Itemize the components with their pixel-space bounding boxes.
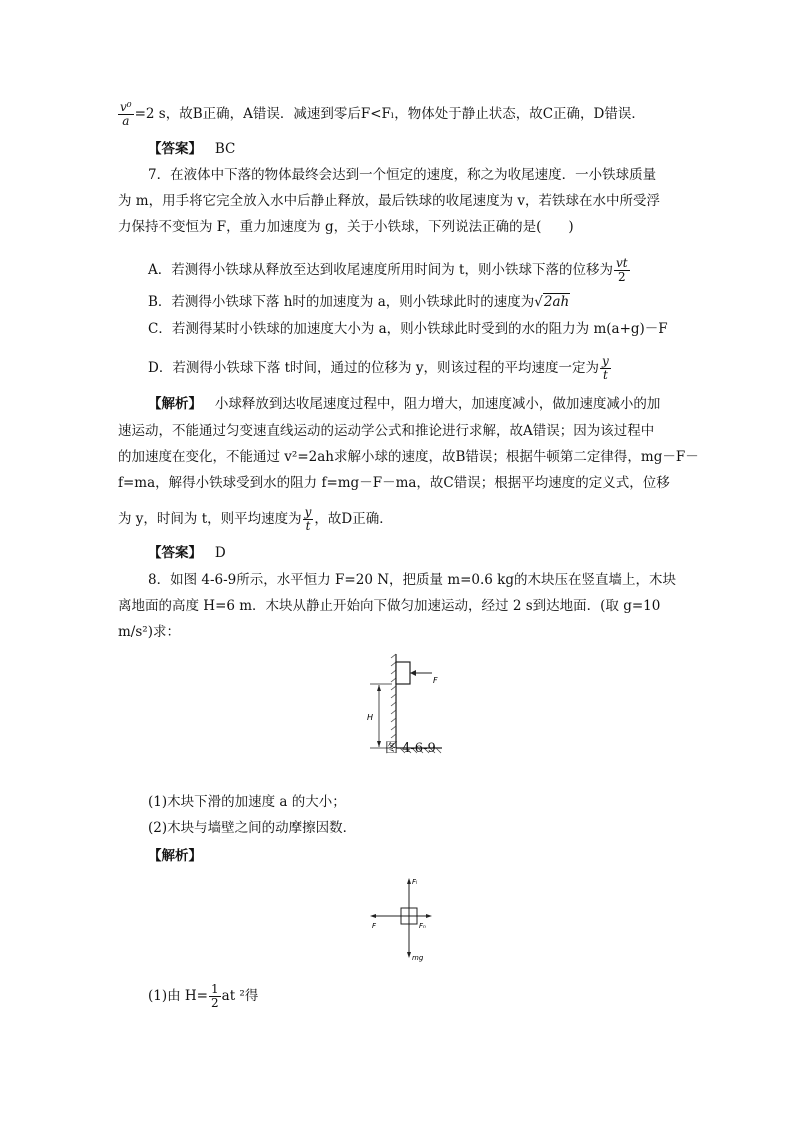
option-d: D．若测得小铁球下落 t时间，通过的位移为 y，则该过程的平均速度一定为 $\frac{y}{t}$ <box>148 354 609 382</box>
answer-line-2: 【答案】 D <box>148 545 226 561</box>
fbd-label-friction: Fₗ <box>412 878 418 886</box>
fbd-label-weight: mg <box>412 954 424 962</box>
solution-line-1: (1)由 H= $\frac{1}{2}$ at ²得 <box>148 982 259 1010</box>
question-8-line-3: m/s²)求： <box>118 624 180 640</box>
question-8-sub-2: (2)木块与墙壁之间的动摩擦因数． <box>148 820 357 836</box>
analysis-heading-2: 【解析】 <box>148 848 202 864</box>
figure-free-body-diagram <box>366 874 436 964</box>
analysis-line-2: 速运动，不能通过匀变速直线运动的运动学公式和推论进行求解，故A错误；因为该过程中 <box>118 423 655 439</box>
question-7-line-2: 为 m，用手将它完全放入水中后静止释放，最后铁球的收尾速度为 v，若铁球在水中所受浮 <box>118 193 661 209</box>
continuation-line: $\frac{\text{v⁰}}{a}$ =2 s，故B正确，A错误．减速到零后F<Fₗ，物体处于静止状态，故C正确，D错误． <box>120 100 645 128</box>
question-7-line-3: 力保持不变恒为 F，重力加速度为 g，关于小铁球，下列说法正确的是( ) <box>118 219 574 235</box>
option-a: A．若测得小铁球从释放至达到收尾速度所用时间为 t，则小铁球下落的位移为 $\frac{vt}{2}$ <box>148 256 628 284</box>
fraction-v0-over-a: $\frac{\text{v⁰}}{a}$ <box>120 100 132 128</box>
question-8-line-1: 8．如图 4-6-9所示，水平恒力 F=20 N，把质量 m=0.6 kg的木块压在竖直墙上，木块 <box>148 572 677 588</box>
question-7-line-1: 7．在液体中下落的物体最终会达到一个恒定的速度，称之为收尾速度．一小铁球质量 <box>148 167 657 183</box>
option-b: B．若测得小铁球下落 h时的加速度为 a，则小铁球此时的速度为√2ah <box>148 294 570 310</box>
figure-caption: 图 4-6-9 <box>385 741 436 756</box>
figure-label-f: F <box>433 676 438 685</box>
analysis-line-3: 的加速度在变化，不能通过 v²=2ah求解小球的速度，故B错误；根据牛顿第二定律得，mg－F－ <box>118 449 699 465</box>
question-8-sub-1: (1)木块下滑的加速度 a 的大小； <box>148 794 346 810</box>
fbd-label-normal: Fₙ <box>419 922 426 930</box>
answer-line-1: 【答案】 BC <box>148 141 236 157</box>
analysis-line-1: 【解析】 小球释放到达收尾速度过程中，阻力增大，加速度减小，做加速度减小的加 <box>148 396 661 412</box>
analysis-line-4: f=ma，解得小铁球受到水的阻力 f=mg－F－ma，故C错误；根据平均速度的定义式，位移 <box>118 475 670 491</box>
option-c: C．若测得某时小铁球的加速度大小为 a，则小铁球此时受到的水的阻力为 m(a+g)－F <box>148 321 668 337</box>
fbd-label-force: F <box>372 922 377 930</box>
figure-label-h: H <box>367 713 374 722</box>
analysis-line-5: 为 y，时间为 t，则平均速度为 $\frac{y}{t}$ ，故D正确． <box>118 505 393 533</box>
question-8-line-2: 离地面的高度 H=6 m．木块从静止开始向下做匀加速运动，经过 2 s到达地面．(取 g=10 <box>118 598 661 614</box>
